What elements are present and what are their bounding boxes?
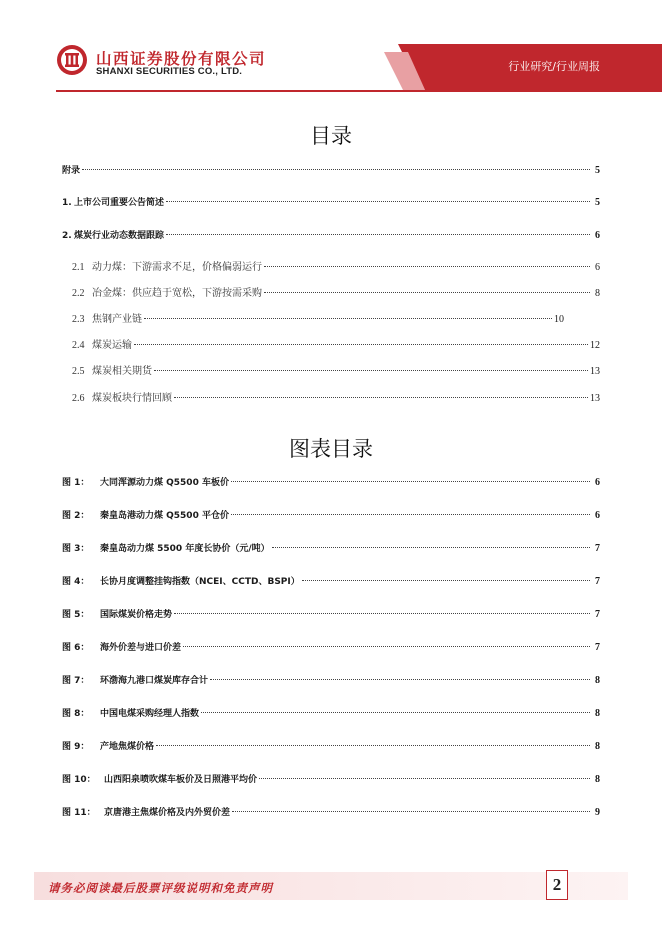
leader-dots — [201, 712, 590, 713]
toc-subitem[interactable] — [72, 338, 600, 354]
toc-item-page: 6 — [595, 230, 600, 241]
disclaimer-notice: 请务必阅读最后股票评级说明和免责声明 — [48, 881, 273, 895]
toc-item-label: 煤炭相关期货 — [92, 366, 152, 377]
page-number: 2 — [546, 870, 568, 900]
figure-page: 7 — [595, 609, 600, 620]
figure-number: 图 5： — [62, 610, 90, 620]
figure-label: 海外价差与进口价差 — [100, 643, 182, 653]
figure-item[interactable] — [62, 805, 600, 821]
toc-subitem[interactable] — [72, 364, 600, 380]
leader-dots — [302, 580, 590, 581]
figure-page: 8 — [595, 708, 600, 719]
toc-item[interactable] — [62, 228, 600, 244]
leader-dots — [210, 679, 590, 680]
figure-label: 大同浑源动力煤 Q5500 车板价 — [100, 478, 229, 488]
toc-item-page: 6 — [595, 262, 600, 273]
figure-label: 国际煤炭价格走势 — [100, 610, 173, 620]
page-footer — [0, 868, 662, 908]
toc-item-number: 2.6 — [72, 393, 85, 404]
company-name-en: SHANXI SECURITIES CO., LTD. — [96, 66, 243, 77]
toc-item[interactable] — [62, 163, 600, 179]
figure-number: 图 1： — [62, 478, 90, 488]
leader-dots — [231, 481, 590, 482]
leader-dots — [134, 344, 588, 345]
page-header — [0, 0, 662, 92]
toc-item-page: 12 — [590, 340, 600, 351]
figure-item[interactable] — [62, 508, 600, 524]
figure-number: 图 4： — [62, 577, 90, 587]
toc-item-label: 附录 — [62, 166, 81, 176]
figure-page: 8 — [595, 675, 600, 686]
toc-item-number: 2.5 — [72, 366, 85, 377]
figure-page: 7 — [595, 576, 600, 587]
leader-dots — [183, 646, 590, 647]
figure-page: 7 — [595, 543, 600, 554]
figure-item[interactable] — [62, 739, 600, 755]
figure-number: 图 9： — [62, 742, 90, 752]
leader-dots — [166, 234, 590, 235]
figure-page: 7 — [595, 642, 600, 653]
leader-dots — [272, 547, 590, 548]
leader-dots — [231, 514, 590, 515]
figure-label: 环渤海九港口煤炭库存合计 — [100, 676, 209, 686]
figure-item[interactable] — [62, 673, 600, 689]
toc-subitem[interactable] — [72, 312, 564, 328]
leader-dots — [264, 292, 590, 293]
toc-item-page: 10 — [554, 314, 564, 325]
figure-page: 6 — [595, 477, 600, 488]
figure-label: 京唐港主焦煤价格及内外贸价差 — [104, 808, 231, 818]
toc-item-page: 5 — [595, 165, 600, 176]
toc-item-label: 动力煤：下游需求不足，价格偏弱运行 — [92, 262, 262, 273]
leader-dots — [166, 201, 590, 202]
figure-item[interactable] — [62, 640, 600, 656]
figure-label: 长协月度调整挂钩指数（NCEI、CCTD、BSPI） — [100, 577, 300, 587]
toc-item-number: 2. — [62, 231, 72, 241]
toc-subitem[interactable] — [72, 260, 600, 276]
figure-page: 8 — [595, 741, 600, 752]
toc-item-page: 13 — [590, 393, 600, 404]
header-banner — [0, 0, 662, 92]
figure-number: 图 7： — [62, 676, 90, 686]
figure-label: 产地焦煤价格 — [100, 742, 155, 752]
figure-item[interactable] — [62, 574, 600, 590]
toc-item-label: 煤炭运输 — [92, 340, 132, 351]
figure-page: 9 — [595, 807, 600, 818]
figure-item[interactable] — [62, 475, 600, 491]
leader-dots — [154, 370, 588, 371]
toc-item-number: 1. — [62, 198, 72, 208]
toc-subitem[interactable] — [72, 286, 600, 302]
figure-label: 秦皇岛动力煤 5500 年度长协价（元/吨） — [100, 544, 270, 554]
toc-item-label: 煤炭行业动态数据跟踪 — [74, 231, 165, 241]
toc-item-page: 13 — [590, 366, 600, 377]
report-type-label: 行业研究/行业周报 — [508, 60, 600, 73]
toc-item[interactable] — [62, 195, 600, 211]
leader-dots — [144, 318, 552, 319]
toc-item-label: 上市公司重要公告简述 — [74, 198, 165, 208]
company-name-cn: 山西证券股份有限公司 — [96, 50, 267, 68]
figure-label: 山西阳泉喷吹煤车板价及日照港平均价 — [104, 775, 258, 785]
figure-label: 中国电煤采购经理人指数 — [100, 709, 200, 719]
figure-number: 图 11： — [62, 808, 96, 818]
figure-number: 图 2： — [62, 511, 90, 521]
toc-item-number: 2.3 — [72, 314, 85, 325]
toc-item-label: 煤炭板块行情回顾 — [92, 393, 172, 404]
figure-item[interactable] — [62, 706, 600, 722]
leader-dots — [174, 397, 588, 398]
figure-item[interactable] — [62, 607, 600, 623]
header-rule — [56, 90, 606, 92]
leader-dots — [174, 613, 590, 614]
figure-page: 6 — [595, 510, 600, 521]
figure-number: 图 8： — [62, 709, 90, 719]
figure-item[interactable] — [62, 541, 600, 557]
leader-dots — [232, 811, 590, 812]
toc-subitem[interactable] — [72, 391, 600, 407]
leader-dots — [259, 778, 590, 779]
figure-number: 图 10： — [62, 775, 96, 785]
toc-item-number: 2.2 — [72, 288, 85, 299]
figure-item[interactable] — [62, 772, 600, 788]
figure-list-title: 图表目录 — [289, 437, 373, 461]
leader-dots — [264, 266, 590, 267]
toc-item-number: 2.1 — [72, 262, 85, 273]
leader-dots — [156, 745, 590, 746]
figure-number: 图 6： — [62, 643, 90, 653]
figure-number: 图 3： — [62, 544, 90, 554]
toc-item-label: 焦钢产业链 — [92, 314, 142, 325]
figure-page: 8 — [595, 774, 600, 785]
toc-item-label: 冶金煤：供应趋于宽松，下游按需采购 — [92, 288, 262, 299]
toc-item-page: 8 — [595, 288, 600, 299]
toc-title: 目录 — [310, 124, 352, 148]
leader-dots — [82, 169, 590, 170]
figure-label: 秦皇岛港动力煤 Q5500 平仓价 — [100, 511, 229, 521]
toc-item-page: 5 — [595, 197, 600, 208]
toc-item-number: 2.4 — [72, 340, 85, 351]
